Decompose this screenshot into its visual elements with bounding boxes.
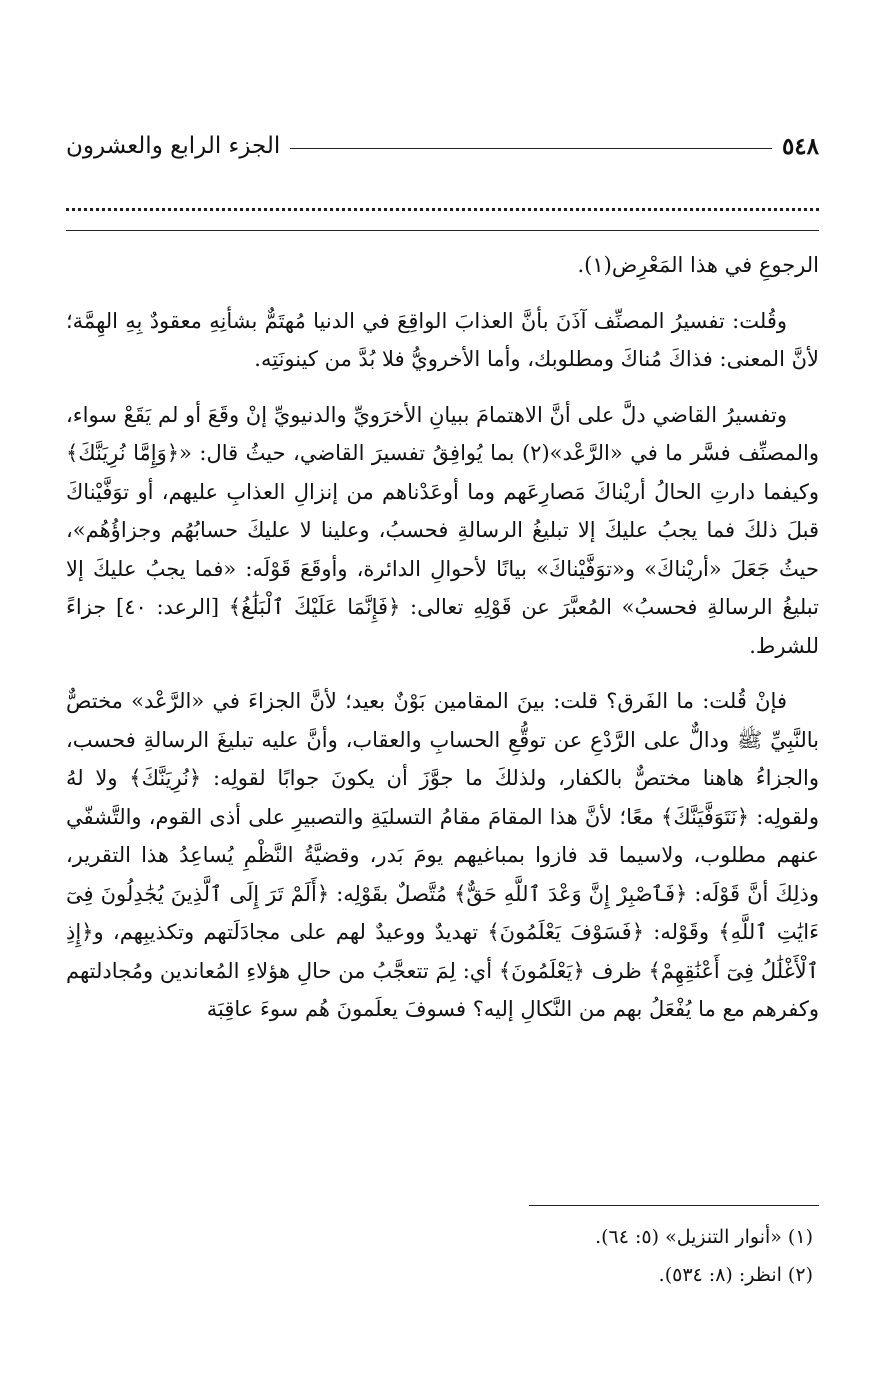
footnote: (١) «أنوار التنزيل» (٥: ٦٤).	[595, 1226, 813, 1248]
paragraph: فإنْ قُلت: ما الفَرق؟ قلت: بينَ المقامين بَوْنٌ بعيد؛ لأنَّ الجزاءَ في «الرَّعْد» مختصٌّ بالنَّبِيِّ ﷺ ودالٌّ على الرَّدْعِ عن توقُّعِ الحسابِ والعقاب، وأنَّ عليه تبليغَ الرسالةِ فحسب، والجزاءُ هاهنا مختصٌّ بالكفار، ولذلكَ ما جوَّزَ أن يكونَ جوابًا لقولِه: ﴿نُرِيَنَّكَ﴾ ولا لهُ ولقولِه: ﴿نَتَوَفَّيَنَّكَ﴾ معًا؛ لأنَّ هذا المقامَ مقامُ التسليَةِ والتصبيرِ على أذى القوم، والتَّشفّي عنهم مطلوب، ولاسيما قد فازوا بمباغيهم يومَ بَدر، وقضيَّةُ النَّظْمِ يُساعِدُ هذا التقرير، وذلِكَ أنَّ قَوْلَه: ﴿فَٱصْبِرْ إِنَّ وَعْدَ ٱللَّهِ حَقٌّ﴾ مُتَّصلٌ بقَوْلِه: ﴿أَلَمْ تَرَ إِلَى ٱلَّذِينَ يُجَٰدِلُونَ فِىٓ ءَايَٰتِ ٱللَّهِ﴾ وقَوْله: ﴿فَسَوْفَ يَعْلَمُونَ﴾ تهديدٌ ووعيدٌ لهم على مجادَلَتهم وتكذيبِهم، و﴿إِذِ ٱلْأَغْلَٰلُ فِىٓ أَعْنَٰقِهِمْ﴾ ظرف ﴿يَعْلَمُونَ﴾ أي: لِمَ تتعجَّبُ من حالِ هؤلاءِ المُعاندين ومُجادلتهم وكفرهم مع ما يُفْعَلُ بهم من النَّكالِ إليه؟ فسوفَ يعلَمونَ هُم سوءَ عاقِبَة	[66, 689, 819, 1021]
dotted-divider	[66, 208, 819, 211]
footnote-rule	[529, 1205, 819, 1206]
page-header	[66, 126, 819, 166]
paragraph: وتفسيرُ القاضي دلَّ على أنَّ الاهتمامَ ببيانِ الأخرَويِّ والدنيويِّ إنْ وقَعَ أو لم يَقَعْ سواء، والمصنِّف فسَّر ما في «الرَّعْد»(٢) بما يُوافِقُ تفسيرَ القاضي، حيثُ قال: «﴿وَإِمَّا نُرِيَنَّكَ﴾ وكيفما دارتِ الحالُ أريْناكَ مَصارِعَهم وما أوعَدْناهم من إنزالِ العذابِ عليهم، أو توَفَّيْناكَ قبلَ ذلكَ فما يجبُ عليكَ إلا تبليغُ الرسالةِ فحسبُ، وعلينا لا عليكَ حسابُهُم وجزاؤُهُم»، حيثُ جَعَلَ «أريْناكَ» و«توَفَّيْناكَ» بيانًا لأحوالِ الدائرة، وأوقَعَ قَوْلَه: «فما يجبُ عليكَ إلا تبليغُ الرسالةِ فحسبُ» المُعبَّرَ عن قَوْلِهِ تعالى: ﴿فَإِنَّمَا عَلَيْكَ ٱلْبَلَٰغُ﴾ [الرعد: ٤٠] جزاءً للشرط.	[66, 402, 819, 658]
solid-divider	[66, 230, 819, 231]
header-rule	[290, 148, 772, 149]
main-text	[66, 246, 819, 1046]
running-title: الجزء الرابع والعشرون	[66, 133, 281, 159]
footnote: (٢) انظر: (٨: ٥٣٤).	[658, 1264, 813, 1286]
paragraph: الرجوعِ في هذا المَعْرِض(١).	[577, 253, 819, 277]
footnotes	[66, 1218, 819, 1294]
paragraph: وقُلت: تفسيرُ المصنِّف آذَنَ بأنَّ العذابَ الواقِعَ في الدنيا مُهتَمٌّ بشأنِهِ معقودٌ بِهِ الهِمَّة؛ لأنَّ المعنى: فذاكَ مُناكَ ومطلوبك، وأما الأخرويُّ فلا بُدَّ من كينونَتِه.	[66, 308, 819, 371]
page-number: ٥٤٨	[781, 132, 819, 160]
